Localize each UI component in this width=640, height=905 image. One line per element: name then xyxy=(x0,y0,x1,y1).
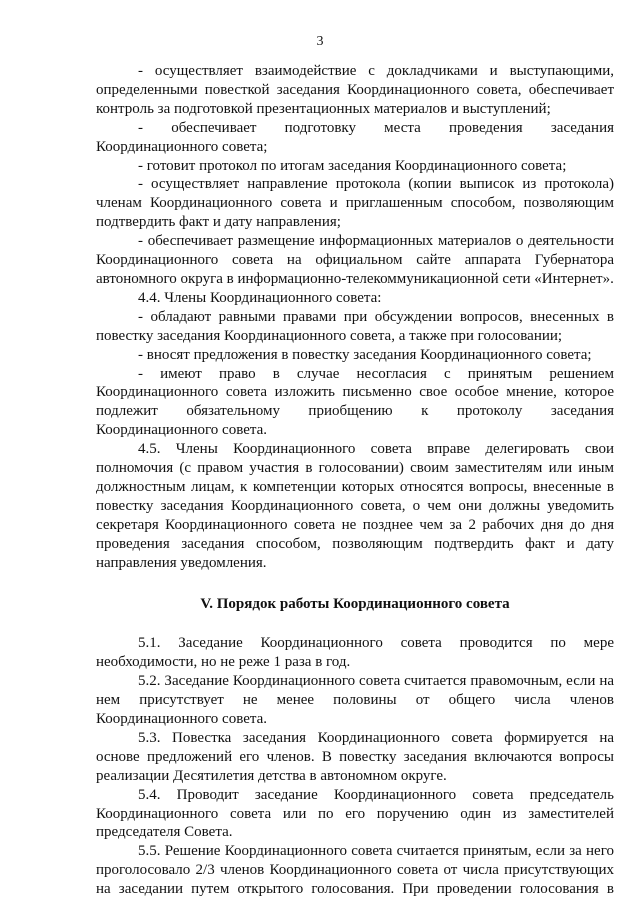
page-number: 3 xyxy=(316,34,324,49)
paragraph-5-1: 5.1. Заседание Координационного совета проводится по мере необходимости, но не реже 1 раза в год. xyxy=(96,635,614,671)
paragraph-5-2: 5.2. Заседание Координационного совета считается правомочным, если на нем присутствует не менее половины от общего числа членов Координационного совета. xyxy=(96,673,614,727)
paragraph-website-publication: - обеспечивает размещение информационных материалов о деятельности Координационного совета на официальном сайте аппарата Губернатора автономного округа в информационно-телекоммуникационной сети «Интернет». xyxy=(96,233,614,287)
document-body xyxy=(96,62,614,899)
paragraph-minutes-preparation: - готовит протокол по итогам заседания Координационного совета; xyxy=(138,157,567,174)
paragraph-5-5: 5.5. Решение Координационного совета считается принятым, если за него проголосовало 2/3 членов Координационного совета от числа присутствующих на заседании путем открытого голосования. При проведении голосования в xyxy=(96,843,614,898)
paragraph-minutes-distribution: - осуществляет направление протокола (копии выписок из протокола) членам Координационного совета и приглашенным способом, позволяющим подтвердить факт и дату направления; xyxy=(96,176,614,231)
paragraph-4-5-delegation: 4.5. Члены Координационного совета вправе делегировать свои полномочия (с правом участия в голосовании) своим заместителям или иным должностным лицам, к компетенции которых относятся вопросы, внесенные в повестку заседания Координационного совета, о чем они должны уведомить секретаря Координационного совета не позднее чем за 2 рабочих дня до дня проведения заседания способом, позволяющим подтвердить факт и дату направления уведомления. xyxy=(96,441,614,571)
paragraph-5-4: 5.4. Проводит заседание Координационного совета председатель Координационного совета или по его поручению один из заместителей председателя Совета. xyxy=(96,786,614,841)
paragraph-agenda-proposals: - вносят предложения в повестку заседания Координационного совета; xyxy=(138,346,592,363)
paragraph-equal-rights: - обладают равными правами при обсуждении вопросов, внесенных в повестку заседания Координационного совета, а также при голосовании; xyxy=(96,308,614,344)
paragraph-dissenting-opinion: - имеют право в случае несогласия с принятым решением Координационного совета изложить письменно свое особое мнение, которое подлежит обязательному приобщению к протоколу заседания Координационного совета. xyxy=(96,365,614,439)
paragraph-5-3: 5.3. Повестка заседания Координационного совета формируется на основе предложений его членов. В повестку заседания включаются вопросы реализации Десятилетия детства в автономном округе. xyxy=(96,729,614,784)
section-heading: V. Порядок работы Координационного совета xyxy=(200,596,510,613)
paragraph-4-4-heading: 4.4. Члены Координационного совета: xyxy=(138,289,382,306)
paragraph-venue-preparation: - обеспечивает подготовку места проведения заседания Координационного совета; xyxy=(96,119,614,155)
paragraph-coordination-with-speakers: - осуществляет взаимодействие с докладчиками и выступающими, определенными повесткой заседания Координационного совета, обеспечивает контроль за подготовкой презентационных материалов и выступлений; xyxy=(96,63,614,117)
